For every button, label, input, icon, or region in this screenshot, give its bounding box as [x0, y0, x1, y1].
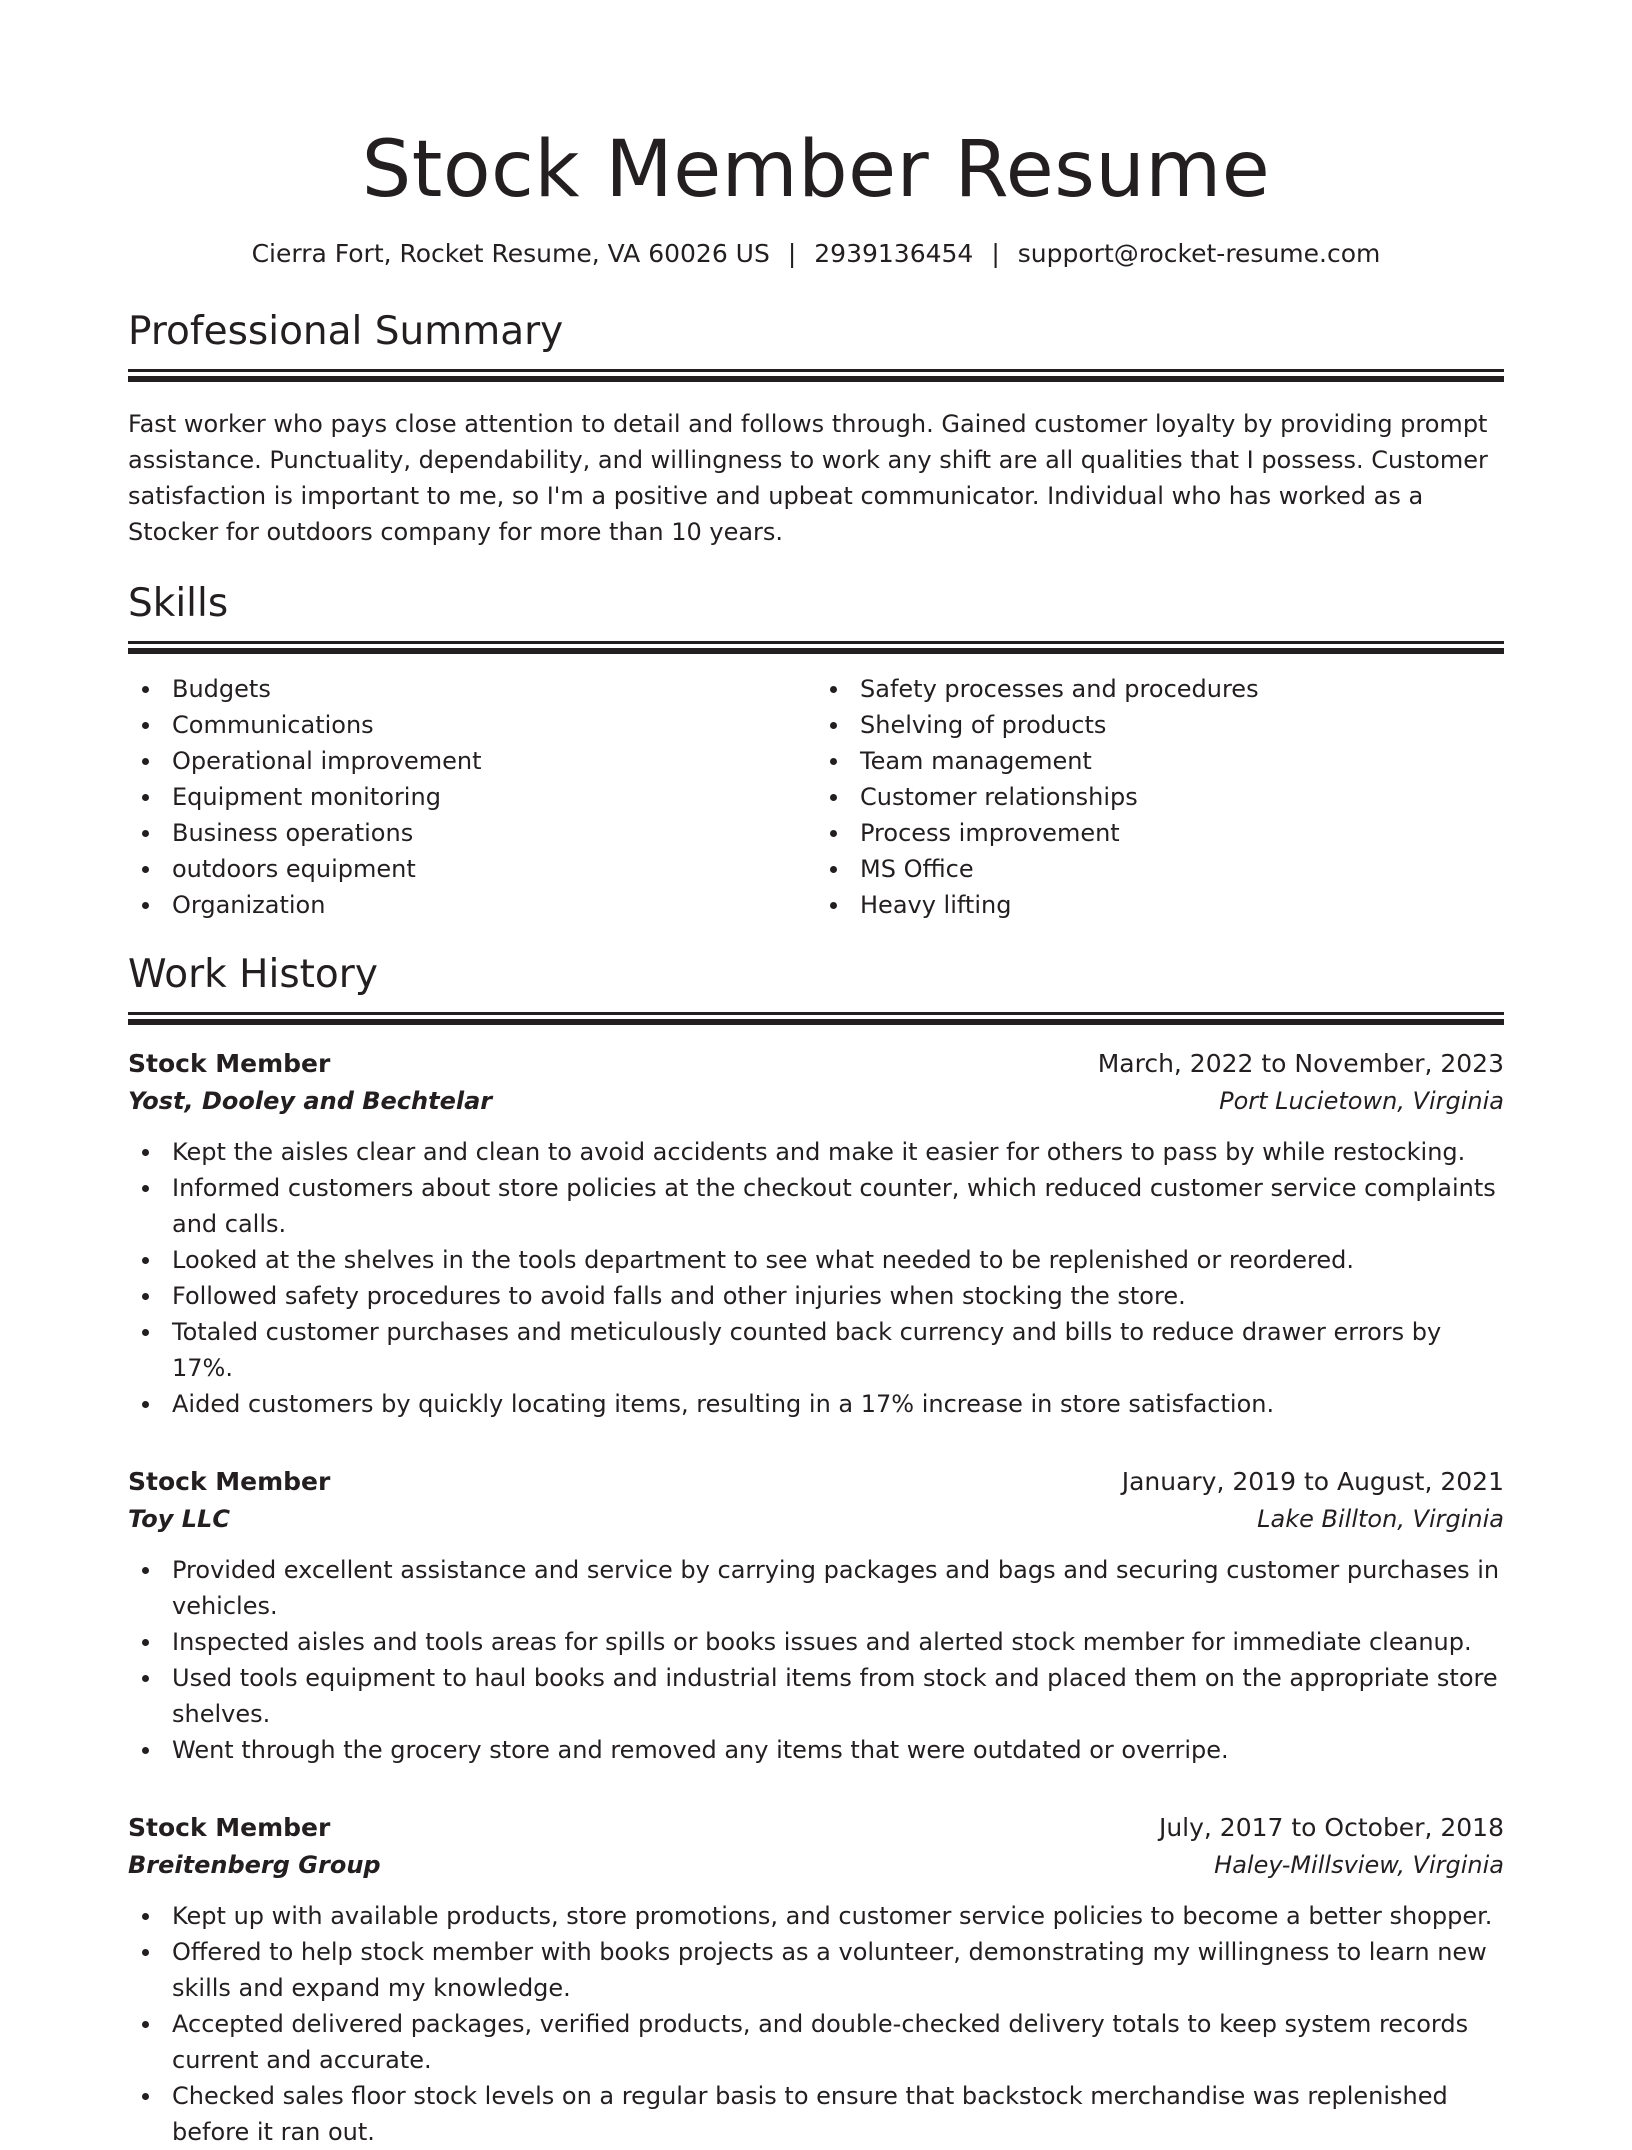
skill-item: Business operations: [128, 815, 816, 851]
skill-item: Heavy lifting: [816, 887, 1504, 923]
job-duty: Followed safety procedures to avoid falls and other injuries when stocking the store.: [128, 1278, 1504, 1314]
skill-item: outdoors equipment: [128, 851, 816, 887]
resume-page: [128, 0, 1504, 2150]
contact-email: support@rocket-resume.com: [1017, 239, 1381, 268]
job-location: Haley-Millsview, Virginia: [1214, 1851, 1504, 1879]
job-company: Yost, Dooley and Bechtelar: [128, 1087, 493, 1115]
job-duty: Aided customers by quickly locating items, resulting in a 17% increase in store satisfaction.: [128, 1386, 1504, 1422]
job-location: Lake Billton, Virginia: [1257, 1505, 1504, 1533]
skill-item: Organization: [128, 887, 816, 923]
job-entry: [128, 1464, 1504, 1768]
summary-heading: Professional Summary: [128, 309, 564, 354]
job-duty: Inspected aisles and tools areas for spills or books issues and alerted stock member for immediate cleanup.: [128, 1624, 1504, 1660]
job-dates: January, 2019 to August, 2021: [1121, 1467, 1504, 1496]
job-duty: Totaled customer purchases and meticulously counted back currency and bills to reduce drawer errors by 17%.: [128, 1314, 1504, 1386]
job-duties: [128, 1552, 1504, 1768]
job-duty: Kept the aisles clear and clean to avoid accidents and make it easier for others to pass by while restocking.: [128, 1134, 1504, 1170]
job-entry: [128, 1810, 1504, 2150]
job-duty: Provided excellent assistance and service by carrying packages and bags and securing customer purchases in vehicles.: [128, 1552, 1504, 1624]
skill-item: Safety processes and procedures: [816, 671, 1504, 707]
skills-list: [128, 671, 1504, 923]
contact-separator: |: [787, 239, 797, 268]
skill-item: Shelving of products: [816, 707, 1504, 743]
job-entry: [128, 1046, 1504, 1422]
contact-phone: 2939136454: [814, 239, 974, 268]
skill-item: Process improvement: [816, 815, 1504, 851]
job-duties: [128, 1134, 1504, 1422]
job-location: Port Lucietown, Virginia: [1219, 1087, 1504, 1115]
job-duty: Informed customers about store policies at the checkout counter, which reduced customer service complaints and calls.: [128, 1170, 1504, 1242]
contact-separator: |: [991, 239, 1000, 268]
job-duty: Kept up with available products, store promotions, and customer service policies to become a better shopper.: [128, 1898, 1504, 1934]
contact-address: Cierra Fort, Rocket Resume, VA 60026 US: [251, 239, 770, 268]
summary-text: Fast worker who pays close attention to detail and follows through. Gained customer loyalty by providing prompt assistance. Punctuality, dependability, and willingness to work any shift are all qualities that I possess. Customer satisfaction is important to me, so I'm a positive and upbeat communicator. Individual who has worked as a Stocker for outdoors company for more than 10 years.: [128, 410, 1488, 546]
skills-column-left: [128, 671, 816, 923]
skill-item: Operational improvement: [128, 743, 816, 779]
job-duty: Checked sales floor stock levels on a regular basis to ensure that backstock merchandise was replenished before it ran out.: [128, 2078, 1504, 2150]
job-duty: Went through the grocery store and removed any items that were outdated or overripe.: [128, 1732, 1504, 1768]
resume-title: Stock Member Resume: [361, 125, 1271, 215]
section-divider: [128, 369, 1504, 372]
job-dates: July, 2017 to October, 2018: [1158, 1813, 1504, 1842]
skill-item: Equipment monitoring: [128, 779, 816, 815]
job-title: Stock Member: [128, 1467, 331, 1496]
job-title: Stock Member: [128, 1813, 331, 1842]
skill-item: MS Office: [816, 851, 1504, 887]
skills-heading: Skills: [128, 581, 229, 626]
job-company: Breitenberg Group: [128, 1851, 381, 1879]
job-title: Stock Member: [128, 1049, 331, 1078]
section-divider: [128, 641, 1504, 644]
skill-item: Budgets: [128, 671, 816, 707]
job-duties: [128, 1898, 1504, 2150]
job-duty: Offered to help stock member with books projects as a volunteer, demonstrating my willingness to learn new skills and expand my knowledge.: [128, 1934, 1504, 2006]
job-duty: Looked at the shelves in the tools department to see what needed to be replenished or reordered.: [128, 1242, 1504, 1278]
skill-item: Team management: [816, 743, 1504, 779]
section-divider: [128, 1012, 1504, 1015]
work-history-heading: Work History: [128, 952, 378, 997]
contact-line: [128, 238, 1504, 270]
skill-item: Customer relationships: [816, 779, 1504, 815]
job-company: Toy LLC: [128, 1505, 230, 1533]
skill-item: Communications: [128, 707, 816, 743]
skills-column-right: [816, 671, 1504, 923]
job-duty: Used tools equipment to haul books and industrial items from stock and placed them on the appropriate store shelves.: [128, 1660, 1504, 1732]
job-duty: Accepted delivered packages, verified products, and double-checked delivery totals to keep system records current and accurate.: [128, 2006, 1504, 2078]
job-dates: March, 2022 to November, 2023: [1097, 1049, 1504, 1078]
